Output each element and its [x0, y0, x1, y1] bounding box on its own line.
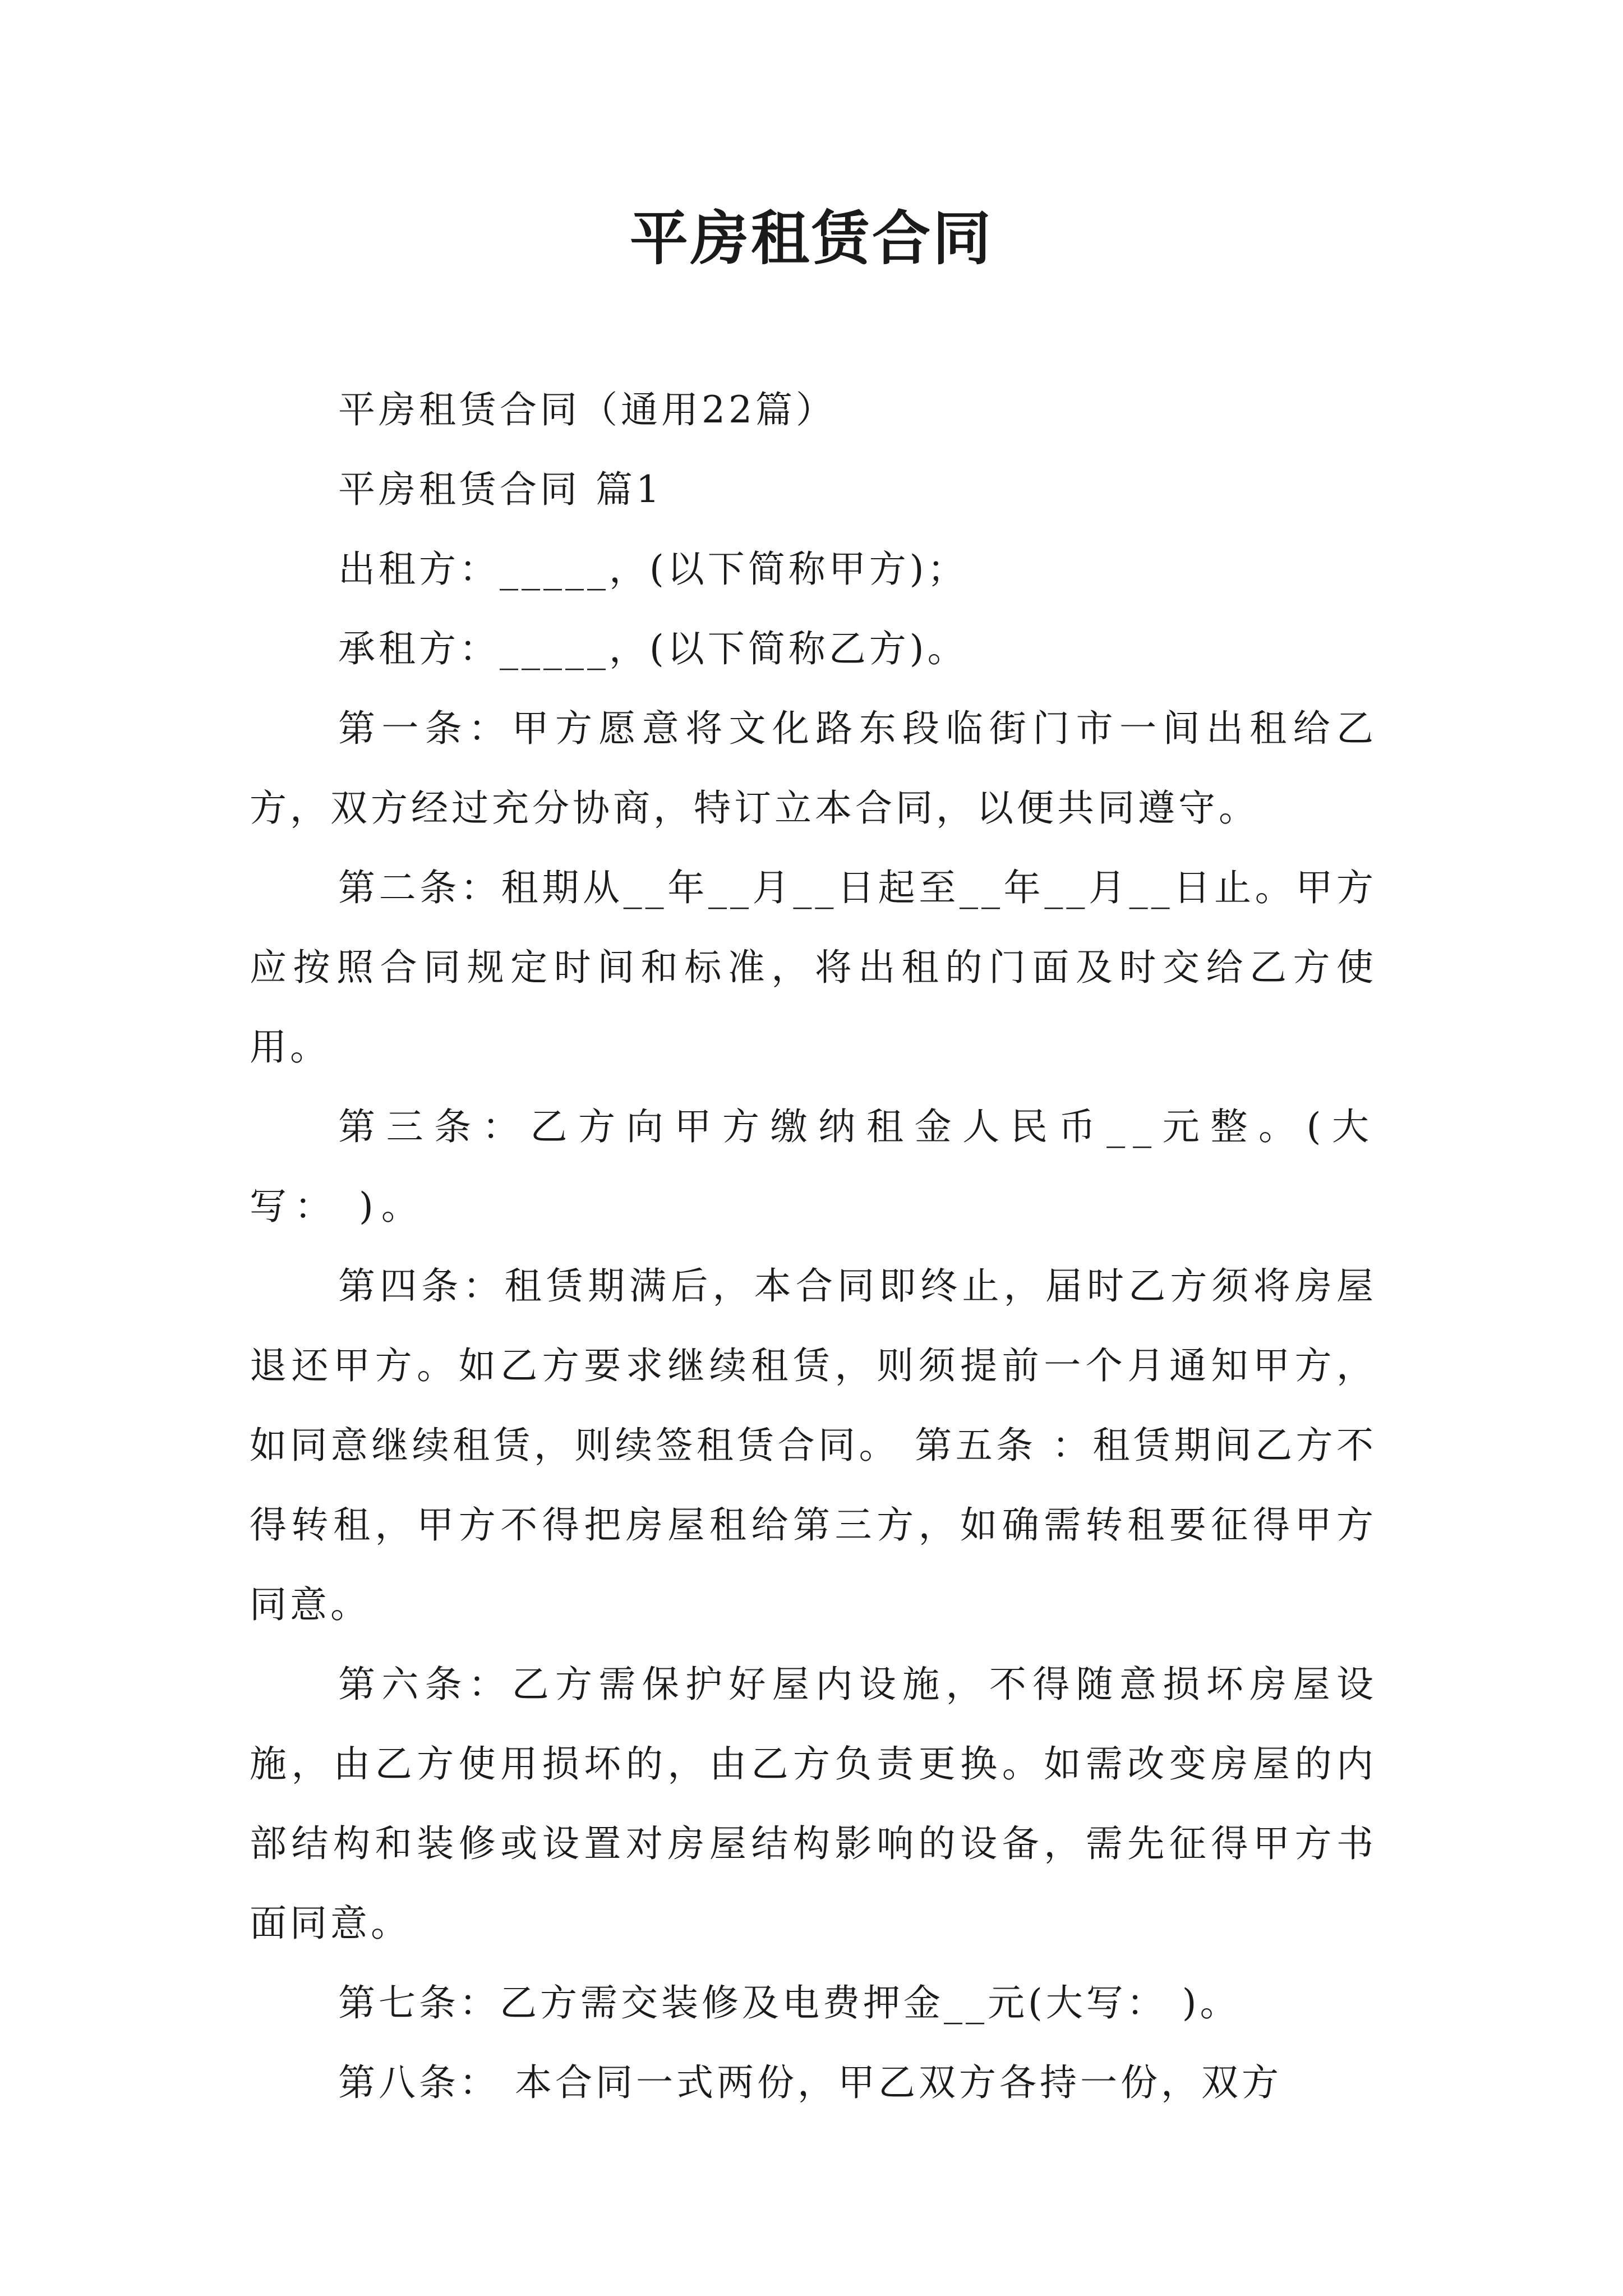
document-title: 平房租赁合同 — [629, 204, 993, 273]
article-2: 第二条：租期从__年__月__日起至__年__月__日止。甲方应按照合同规定时间和标准，将出租的门面及时交给乙方使用。 — [250, 866, 1377, 1069]
article-7: 第七条：乙方需交装修及电费押金__元(大写： )。 — [338, 1981, 1241, 2024]
article-4-5: 第四条：租赁期满后，本合同即终止，届时乙方须将房屋退还甲方。如乙方要求继续租赁，则须提前一个月通知甲方，如同意继续租赁，则续签租赁合同。 第五条 ：租赁期间乙方不得转租，甲方不得把房屋租给第三方，如确需转租要征得甲方同意。 — [250, 1264, 1377, 1626]
article-3: 第三条：乙方向甲方缴纳租金人民币__元整。(大写： )。 — [250, 1105, 1377, 1228]
article-8: 第八条： 本合同一式两份，甲乙双方各持一份，双方 — [338, 2061, 1282, 2104]
document-body — [250, 370, 1377, 2123]
article-1: 第一条：甲方愿意将文化路东段临街门市一间出租给乙方，双方经过充分协商，特订立本合同，以便共同遵守。 — [250, 707, 1377, 830]
subtitle-part-1: 平房租赁合同 篇1 — [338, 468, 663, 511]
subtitle-collection: 平房租赁合同（通用22篇） — [338, 388, 836, 431]
lessee-line: 承租方：_____，(以下简称乙方)。 — [338, 627, 968, 670]
article-6: 第六条：乙方需保护好屋内设施，不得随意损坏房屋设施，由乙方使用损坏的，由乙方负责更换。如需改变房屋的内部结构和装修或设置对房屋结构影响的设备，需先征得甲方书面同意。 — [250, 1663, 1377, 1945]
lessor-line: 出租方：_____，(以下简称甲方)； — [338, 547, 968, 591]
